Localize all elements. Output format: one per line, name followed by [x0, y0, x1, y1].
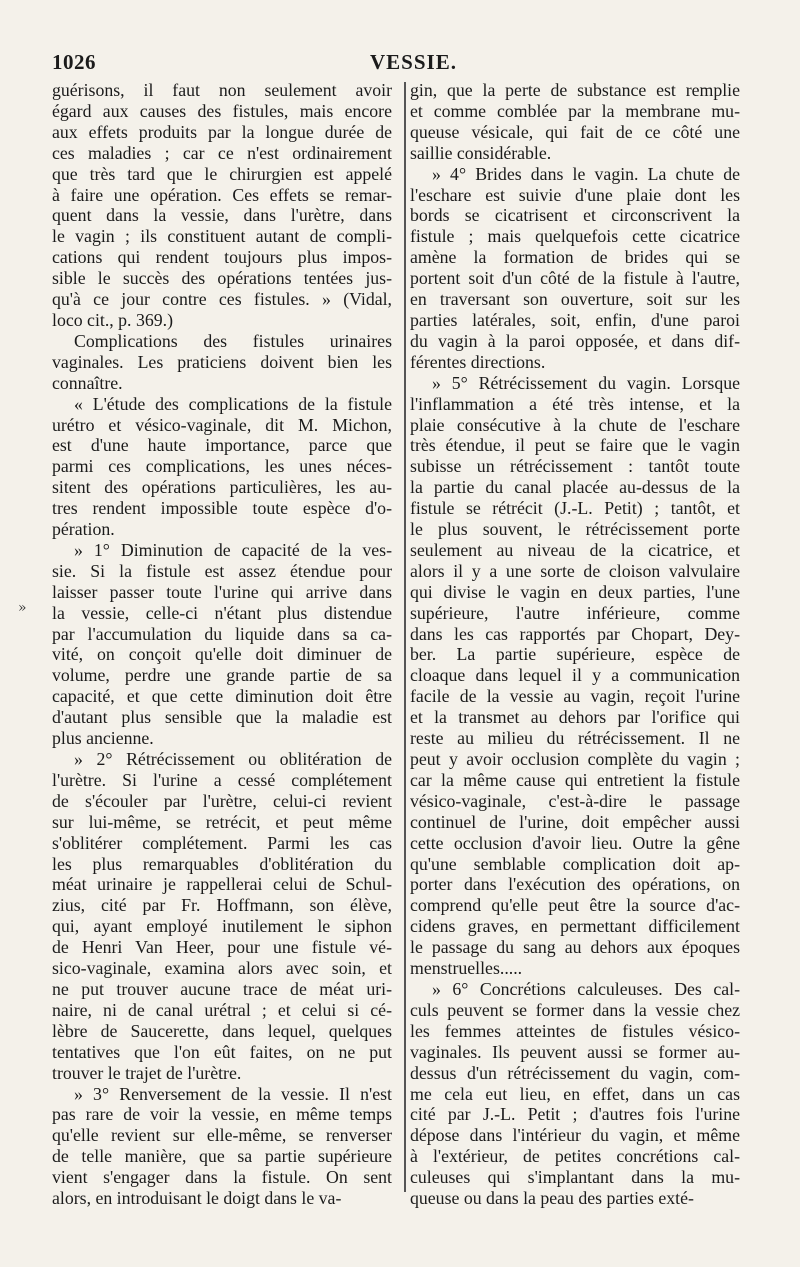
right-column-line: culeuses qui s'implantant dans la mu- — [410, 1167, 740, 1188]
left-column-line: d'autant plus sensible que la maladie est — [52, 707, 392, 728]
left-column-line: sible le succès des opérations tentées jus- — [52, 268, 392, 289]
right-column-line: reste au milieu du rétrécissement. Il ne — [410, 728, 740, 749]
right-column-line: cité par J.-L. Petit ; d'autres fois l'urine — [410, 1104, 740, 1125]
right-column-line: dépose dans l'intérieur du vagin, et même — [410, 1125, 740, 1146]
right-column-line: comprend qu'elle peut être la source d'ac- — [410, 895, 740, 916]
right-column-line: me cela eut lieu, en effet, dans un cas — [410, 1083, 740, 1104]
right-column-line: » 5° Rétrécissement du vagin. Lorsque — [432, 372, 740, 393]
left-column-line: pas rare de voir la vessie, en même temps — [52, 1104, 392, 1125]
right-column-line: portent soit d'un côté de la fistule à l'autre, — [410, 268, 740, 289]
right-column-line: fistule ; mais quelquefois cette cicatrice — [410, 226, 740, 247]
left-column-line: tentatives que l'on eût faites, on ne put — [52, 1041, 392, 1062]
right-column-line: fistule se rétrécit (J.-L. Petit) ; tantôt, et — [410, 498, 740, 519]
left-column-line: égard aux causes des fistules, mais encore — [52, 100, 392, 121]
right-column-line: l'eschare est suivie d'une plaie dont les — [410, 184, 740, 205]
left-column-line: zius, cité par Fr. Hoffmann, son élève, — [52, 895, 392, 916]
right-column-line: cette occlusion d'avoir lieu. Outre la gêne — [410, 832, 740, 853]
right-column-line: plaie consécutive à la chute de l'eschare — [410, 414, 740, 435]
left-column-line: » 2° Rétrécissement ou oblitération de — [74, 749, 392, 769]
right-column-line: queuse ou dans la peau des parties exté- — [410, 1188, 694, 1209]
left-column-line: les plus remarquables d'oblitération du — [52, 853, 392, 874]
right-column-line: la partie du canal placée au-dessus de la — [410, 477, 740, 498]
left-column-line: » 3° Renversement de la vessie. Il n'est — [74, 1083, 392, 1104]
left-column-line: connaître. — [52, 372, 123, 393]
left-column-line: qu'à ce jour contre ces fistules. » (Vidal, — [52, 289, 392, 310]
right-column-line: » 4° Brides dans le vagin. La chute de — [432, 163, 740, 184]
left-column-line: aux effets produits par la longue durée de — [52, 121, 392, 142]
left-column-line: » 1° Diminution de capacité de la ves- — [74, 539, 392, 560]
right-column-line: car la même cause qui entretient la fistule — [410, 769, 740, 790]
left-column-line: « L'étude des complications de la fistule — [74, 393, 392, 414]
running-title: VESSIE. — [370, 50, 457, 74]
left-column-line: guérisons, il faut non seulement avoir — [52, 80, 392, 100]
left-column-line: naire, ni de canal urétral ; et celui si cé- — [52, 999, 392, 1020]
right-column-line: cidens graves, en permettant difficilement — [410, 916, 740, 937]
left-column-line: volume, perdre une grande partie de sa — [52, 665, 392, 686]
right-column-line: supérieure, l'autre inférieure, comme — [410, 602, 740, 623]
left-column-line: qu'elle revient sur elle-même, se renverser — [52, 1125, 392, 1146]
right-column-line: culs peuvent se former dans la vessie chez — [410, 999, 740, 1020]
left-column-line: urétro et vésico-vaginale, dit M. Michon, — [52, 414, 392, 435]
right-column-line: férentes directions. — [410, 351, 546, 372]
page-number: 1026 — [52, 50, 96, 74]
right-column-line: seulement au niveau de la cicatrice, et — [410, 539, 740, 560]
left-column-line: parmi ces complications, les unes néces- — [52, 456, 392, 477]
right-column-line: amène la formation de brides qui se — [410, 247, 740, 268]
right-column-line: l'inflammation a été très intense, et la — [410, 393, 740, 414]
right-column-line: en traversant son ouverture, soit sur les — [410, 289, 740, 310]
page-header — [52, 50, 752, 78]
left-column-line: à faire une opération. Ces effets se remar- — [52, 184, 392, 205]
right-column-line: qui divise le vagin en deux parties, l'une — [410, 581, 740, 602]
left-column-line: Complications des fistules urinaires — [74, 330, 392, 351]
left-column-line: vité, on conçoit qu'elle doit diminuer de — [52, 644, 392, 665]
right-column-line: vaginales. Ils peuvent aussi se former au- — [410, 1041, 740, 1062]
right-column-line: parties latérales, soit, enfin, d'une paroi — [410, 309, 740, 330]
left-column-line: vient s'engager dans la fistule. On sent — [52, 1167, 392, 1188]
left-column-line: de s'écouler par l'urètre, celui-ci revient — [52, 790, 392, 811]
right-column-line: cloaque dans lequel il y a communication — [410, 665, 740, 686]
left-column-line: cations qui rendent toujours plus impos- — [52, 247, 392, 268]
margin-mark: » — [18, 600, 27, 616]
left-column-line: de telle manière, que sa partie supérieure — [52, 1146, 392, 1167]
right-column-line: » 6° Concrétions calculeuses. Des cal- — [432, 978, 740, 999]
right-column-line: queuse vésicale, qui fait de ce côté une — [410, 121, 740, 142]
right-column-line: qu'une semblable complication doit ap- — [410, 853, 740, 874]
left-column-line: la vessie, celle-ci n'étant plus distendue — [52, 602, 392, 623]
right-column-line: ber. La partie supérieure, espèce de — [410, 644, 740, 665]
left-column-line: plus ancienne. — [52, 728, 154, 749]
right-column-line: alors il y a une sorte de cloison valvulaire — [410, 560, 740, 581]
left-column-line: sitent des opérations particulières, les au- — [52, 477, 392, 498]
left-column-line: s'oblitérer complétement. Parmi les cas — [52, 832, 392, 853]
left-column-line: de Henri Van Heer, pour une fistule vé- — [52, 937, 392, 958]
right-column-line: le plus souvent, le rétrécissement porte — [410, 519, 740, 540]
left-column-line: quent dans la vessie, dans l'urètre, dans — [52, 205, 392, 226]
left-column-line: vaginales. Les praticiens doivent bien les — [52, 351, 392, 372]
right-column-line: facile de la vessie au vagin, reçoit l'urine — [410, 686, 740, 707]
left-column-line: par l'accumulation du liquide dans sa ca- — [52, 623, 392, 644]
left-column-line: le vagin ; ils constituent autant de compli- — [52, 226, 392, 247]
left-column-line: tres rendent impossible toute espèce d'o- — [52, 498, 392, 519]
left-column-line: que très tard que le chirurgien est appelé — [52, 163, 392, 184]
left-column-line: alors, en introduisant le doigt dans le va- — [52, 1188, 342, 1209]
right-column-line: le passage du sang au dehors aux époques — [410, 937, 740, 958]
left-column-line: méat urinaire je rappellerai celui de Schul- — [52, 874, 392, 895]
right-column-line: porter dans l'exécution des opérations, on — [410, 874, 740, 895]
right-column-line: saillie considérable. — [410, 142, 552, 163]
left-column-line: sie. Si la fistule est assez étendue pour — [52, 560, 392, 581]
right-column-line: continuel de l'urine, doit empêcher aussi — [410, 811, 740, 832]
left-column-line: lèbre de Saucerette, dans lequel, quelques — [52, 1020, 392, 1041]
left-column-line: trouver le trajet de l'urètre. — [52, 1062, 242, 1083]
right-column-line: du vagin à la paroi opposée, et dans dif- — [410, 330, 740, 351]
right-column-line: subisse un rétrécissement : tantôt toute — [410, 456, 740, 477]
left-column-line: qui, ayant employé inutilement le siphon — [52, 916, 392, 937]
left-column-line: capacité, et que cette diminution doit être — [52, 686, 392, 707]
right-column-line: menstruelles..... — [410, 958, 523, 979]
left-column-line: ces maladies ; car ce n'est ordinairement — [52, 142, 392, 163]
right-column-line: gin, que la perte de substance est remplie — [410, 80, 740, 100]
left-column-line: loco cit., p. 369.) — [52, 309, 173, 330]
right-column-line: et la transmet au dehors par l'orifice qui — [410, 707, 740, 728]
left-column — [52, 80, 392, 1209]
right-column-line: très étendue, il peut se faire que le vagin — [410, 435, 740, 456]
right-column-line: les femmes atteintes de fistules vésico- — [410, 1020, 740, 1041]
left-column-line: laisser passer toute l'urine qui arrive dans — [52, 581, 392, 602]
left-column-line: sico-vaginale, examina alors avec soin, et — [52, 958, 392, 979]
right-column-line: vésico-vaginale, c'est-à-dire le passage — [410, 790, 740, 811]
right-column-line: et comme comblée par la membrane mu- — [410, 100, 740, 121]
right-column — [410, 80, 740, 1209]
left-column-line: pération. — [52, 519, 115, 540]
left-column-line: l'urètre. Si l'urine a cessé complétement — [52, 769, 392, 790]
right-column-line: peut y avoir occlusion complète du vagin ; — [410, 749, 740, 769]
right-column-line: bords se cicatrisent et circonscrivent la — [410, 205, 740, 226]
left-column-line: est d'une haute importance, parce que — [52, 435, 392, 456]
right-column-line: dessus d'un rétrécissement du vagin, com- — [410, 1062, 740, 1083]
right-column-line: à l'extérieur, de petites concrétions cal- — [410, 1146, 740, 1167]
right-column-line: dans les cas rapportés par Chopart, Dey- — [410, 623, 740, 644]
left-column-line: sur lui-même, se retrécit, et peut même — [52, 811, 392, 832]
column-rule — [404, 82, 406, 1192]
left-column-line: ne put trouver aucune trace de méat uri- — [52, 978, 392, 999]
